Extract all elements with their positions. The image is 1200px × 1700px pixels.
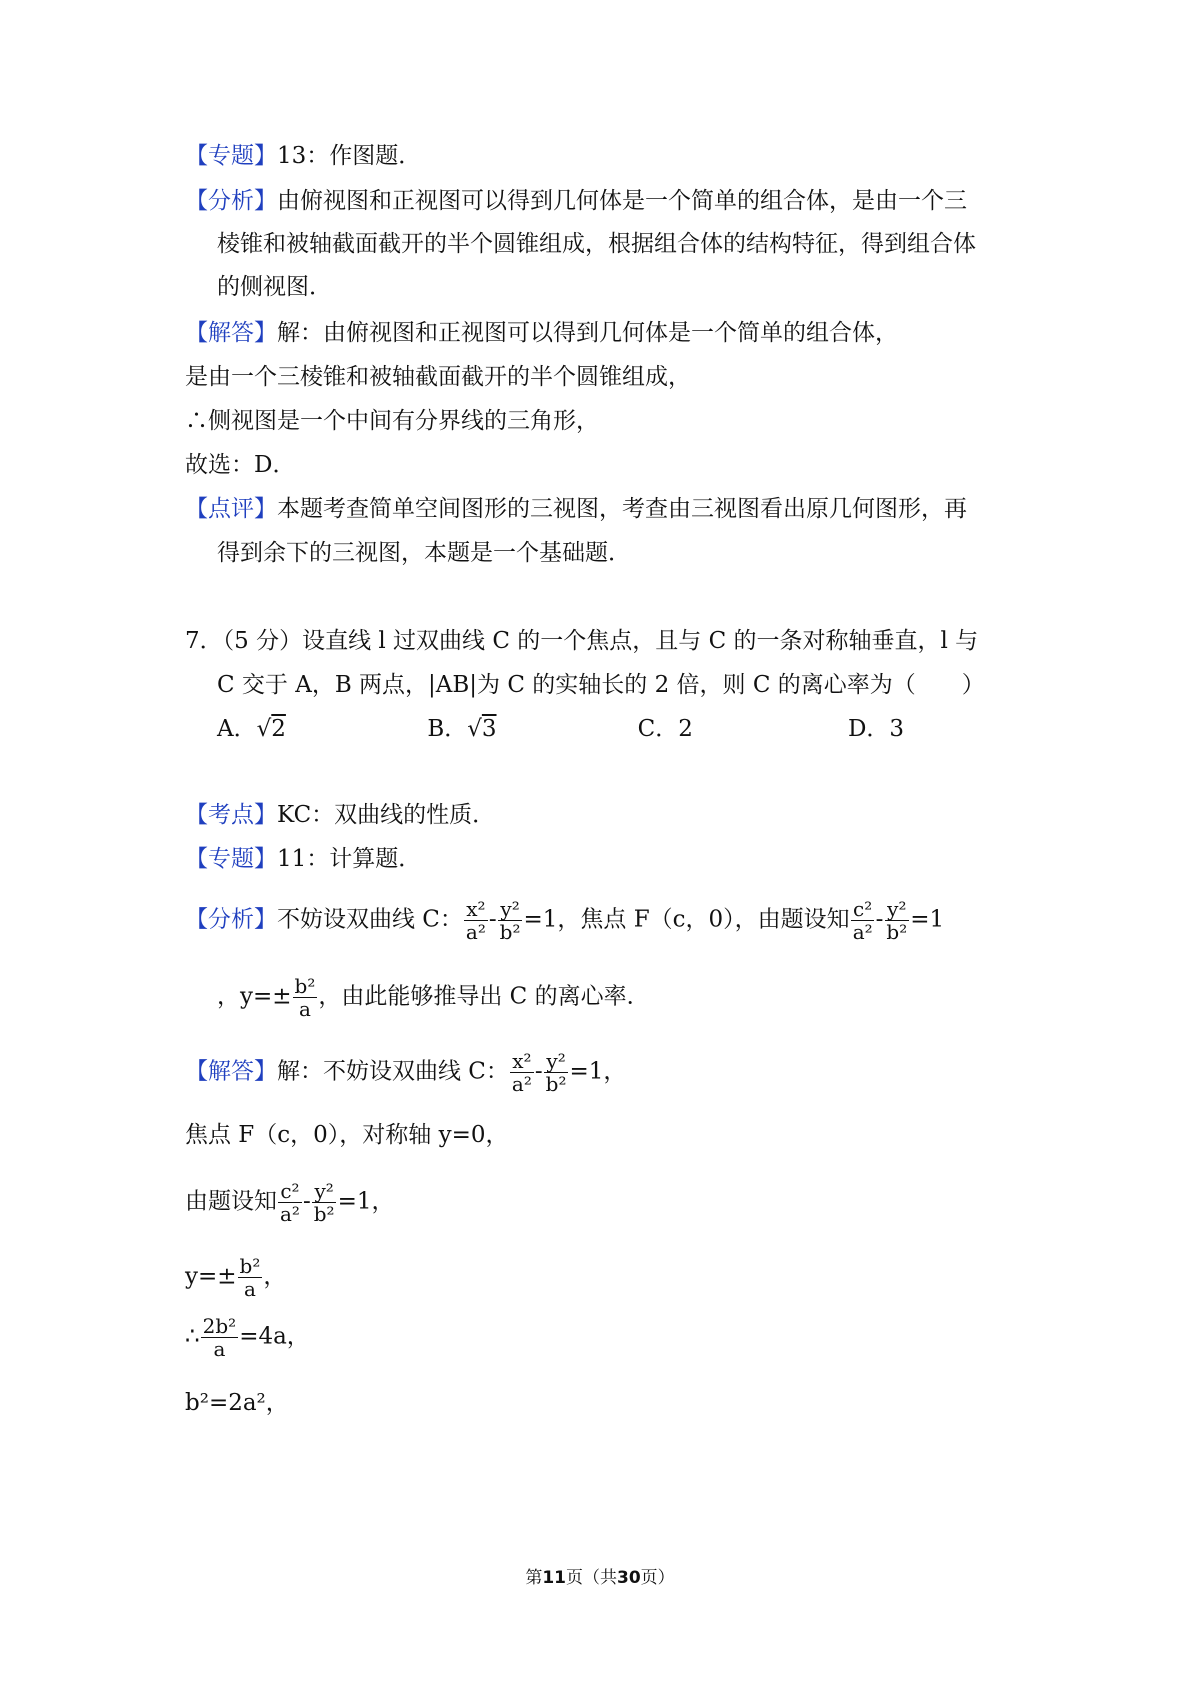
- frac-num: c²: [280, 1179, 300, 1203]
- dianping-line-1: [185, 494, 967, 524]
- question-line-2: C 交于 A，B 两点，|AB|为 C 的实轴长的 2 倍，则 C 的离心率为（ ）: [217, 672, 985, 698]
- zhuanti-tag: 【专题】: [185, 143, 277, 169]
- focus-line: 焦点 F（﻿c，0），对称轴 y=0，: [185, 1122, 509, 1148]
- question-options: [217, 714, 1051, 744]
- yuti-pre: 由题设知: [185, 1188, 277, 1215]
- jieda-line-1: [185, 318, 898, 348]
- frac-den: b²: [886, 920, 908, 944]
- fenxi2-line-2: [217, 975, 650, 1020]
- frac-den: a: [298, 997, 311, 1021]
- zhuanti-tag-2: 【专题】: [185, 846, 277, 872]
- y-end: ，: [263, 1263, 287, 1290]
- minus-sign: -: [302, 1188, 311, 1215]
- fraction-y2-b2: [544, 1050, 569, 1095]
- fenxi2-mid: =1，焦点 F（﻿﻿c，0），由题设知: [523, 906, 850, 933]
- yuti-line: [185, 1180, 394, 1225]
- option-a-label: A．: [217, 716, 257, 742]
- fenxi-line-3: 的侧视图．: [217, 274, 332, 300]
- footer-page-number: 11: [542, 1568, 566, 1588]
- zhuanti-text: 13：作图题．: [277, 143, 422, 169]
- dianping-tag: 【点评】: [185, 496, 277, 522]
- fraction-c2-a2: [278, 1180, 302, 1225]
- dianping-text-1: 本题考查简单空间图形的三视图，考查由三视图看出原几何图形，再: [277, 496, 967, 522]
- fenxi2-l2-post: ，由此能够推导出 C 的离心率．: [318, 983, 650, 1010]
- frac-den: b²: [499, 920, 521, 944]
- footer-mid: 页（共: [566, 1568, 617, 1588]
- frac-num: x²: [512, 1049, 532, 1073]
- frac-den: a: [243, 1277, 256, 1301]
- fenxi-line-2: 棱锥和被轴截面截开的半个圆锥组成，根据组合体的结构特征，得到组合体: [217, 231, 976, 257]
- option-a-sqrt: √2: [256, 716, 286, 742]
- frac-den: a²: [511, 1072, 532, 1096]
- fraction-x2-a2: [510, 1050, 534, 1095]
- kaodian-tag: 【考点】: [185, 802, 277, 828]
- kaodian-line: [185, 800, 495, 830]
- kaodian-text: KC：双曲线的性质．: [277, 802, 496, 828]
- option-c: C．2: [637, 716, 693, 742]
- zhuanti-line-1: [185, 141, 421, 171]
- fraction-y2-b2: [884, 898, 909, 943]
- frac-den: b²: [545, 1072, 567, 1096]
- jieda2-pre: 解：不妨设双曲线 C：: [277, 1058, 509, 1085]
- frac-num: y²: [500, 897, 520, 921]
- dianping-line-2: 得到余下的三视图，本题是一个基础题．: [217, 540, 631, 566]
- fenxi2-pre: 不妨设双曲线 C：: [277, 906, 463, 933]
- frac-num: y²: [314, 1179, 334, 1203]
- option-d: D．3: [847, 716, 905, 742]
- fenxi2-l2-pre: ，y=±: [217, 983, 292, 1010]
- therefore-line: [185, 1315, 310, 1360]
- y-line: [185, 1255, 286, 1300]
- question-line-1: 7．（5 分）设直线 l 过双曲线 C 的一个焦点，且与 C 的一条对称轴垂直，l 与: [185, 628, 979, 654]
- frac-num: x²: [466, 897, 486, 921]
- minus-sign: -: [488, 906, 497, 933]
- fraction-y2-b2: [498, 898, 523, 943]
- frac-num: c²: [853, 897, 873, 921]
- fraction-b2-a: [238, 1255, 263, 1300]
- frac-den: a²: [852, 920, 873, 944]
- yuti-end: =1，: [337, 1188, 395, 1215]
- frac-num: y²: [546, 1049, 566, 1073]
- jieda-tag: 【解答】: [185, 320, 277, 346]
- fraction-x2-a2: [464, 898, 488, 943]
- footer-pre: 第: [525, 1568, 543, 1588]
- y-pre: y=±: [185, 1263, 237, 1290]
- b2-line: b²=2a²，: [185, 1390, 289, 1416]
- jieda-tag-2: 【解答】: [185, 1058, 277, 1085]
- option-b: [427, 714, 630, 744]
- therefore-symbol: ∴: [185, 1323, 200, 1350]
- fenxi-text-1: 由俯视图和正视图可以得到几何体是一个简单的组合体，是由一个三: [277, 188, 967, 214]
- frac-num: b²: [239, 1254, 261, 1278]
- page-footer: [0, 1563, 1200, 1588]
- fenxi2-line-1: [185, 898, 944, 943]
- fenxi-line-1: [185, 186, 967, 216]
- zhuanti-line-2: [185, 844, 421, 874]
- zhuanti-text-2: 11：计算题．: [277, 846, 422, 872]
- fraction-b2-a: [293, 975, 318, 1020]
- frac-num: b²: [294, 974, 316, 998]
- fraction-2b2-a: [201, 1315, 239, 1360]
- option-b-sqrt: √3: [467, 716, 497, 742]
- frac-den: a²: [465, 920, 486, 944]
- option-b-value: 3: [481, 716, 497, 742]
- jieda-line-3: ∴侧视图是一个中间有分界线的三角形，: [185, 408, 599, 434]
- jieda2-end: =1，: [569, 1058, 627, 1085]
- jieda2-line-1: [185, 1050, 626, 1095]
- frac-num: y²: [887, 897, 907, 921]
- option-a-value: 2: [271, 716, 286, 742]
- fraction-y2-b2: [312, 1180, 337, 1225]
- minus-sign: -: [534, 1058, 543, 1085]
- fenxi2-end: =1: [910, 906, 945, 933]
- frac-den: a²: [280, 1202, 300, 1226]
- frac-num: 2b²: [202, 1314, 237, 1338]
- frac-den: a: [213, 1337, 226, 1361]
- jieda-text-1: 解：由俯视图和正视图可以得到几何体是一个简单的组合体，: [277, 320, 898, 346]
- minus-sign: -: [875, 906, 884, 933]
- jieda-line-2: 是由一个三棱锥和被轴截面截开的半个圆锥组成，: [185, 364, 691, 390]
- therefore-end: =4a，: [239, 1323, 310, 1350]
- fenxi-tag: 【分析】: [185, 188, 277, 214]
- jieda-line-4: 故选：D．: [185, 452, 296, 478]
- footer-total-pages: 30: [617, 1568, 641, 1588]
- footer-post: 页）: [640, 1568, 675, 1588]
- option-a: [217, 714, 420, 744]
- option-b-label: B．: [427, 716, 468, 742]
- fenxi-tag-2: 【分析】: [185, 906, 277, 933]
- fraction-c2-a2: [851, 898, 875, 943]
- frac-den: b²: [313, 1202, 335, 1226]
